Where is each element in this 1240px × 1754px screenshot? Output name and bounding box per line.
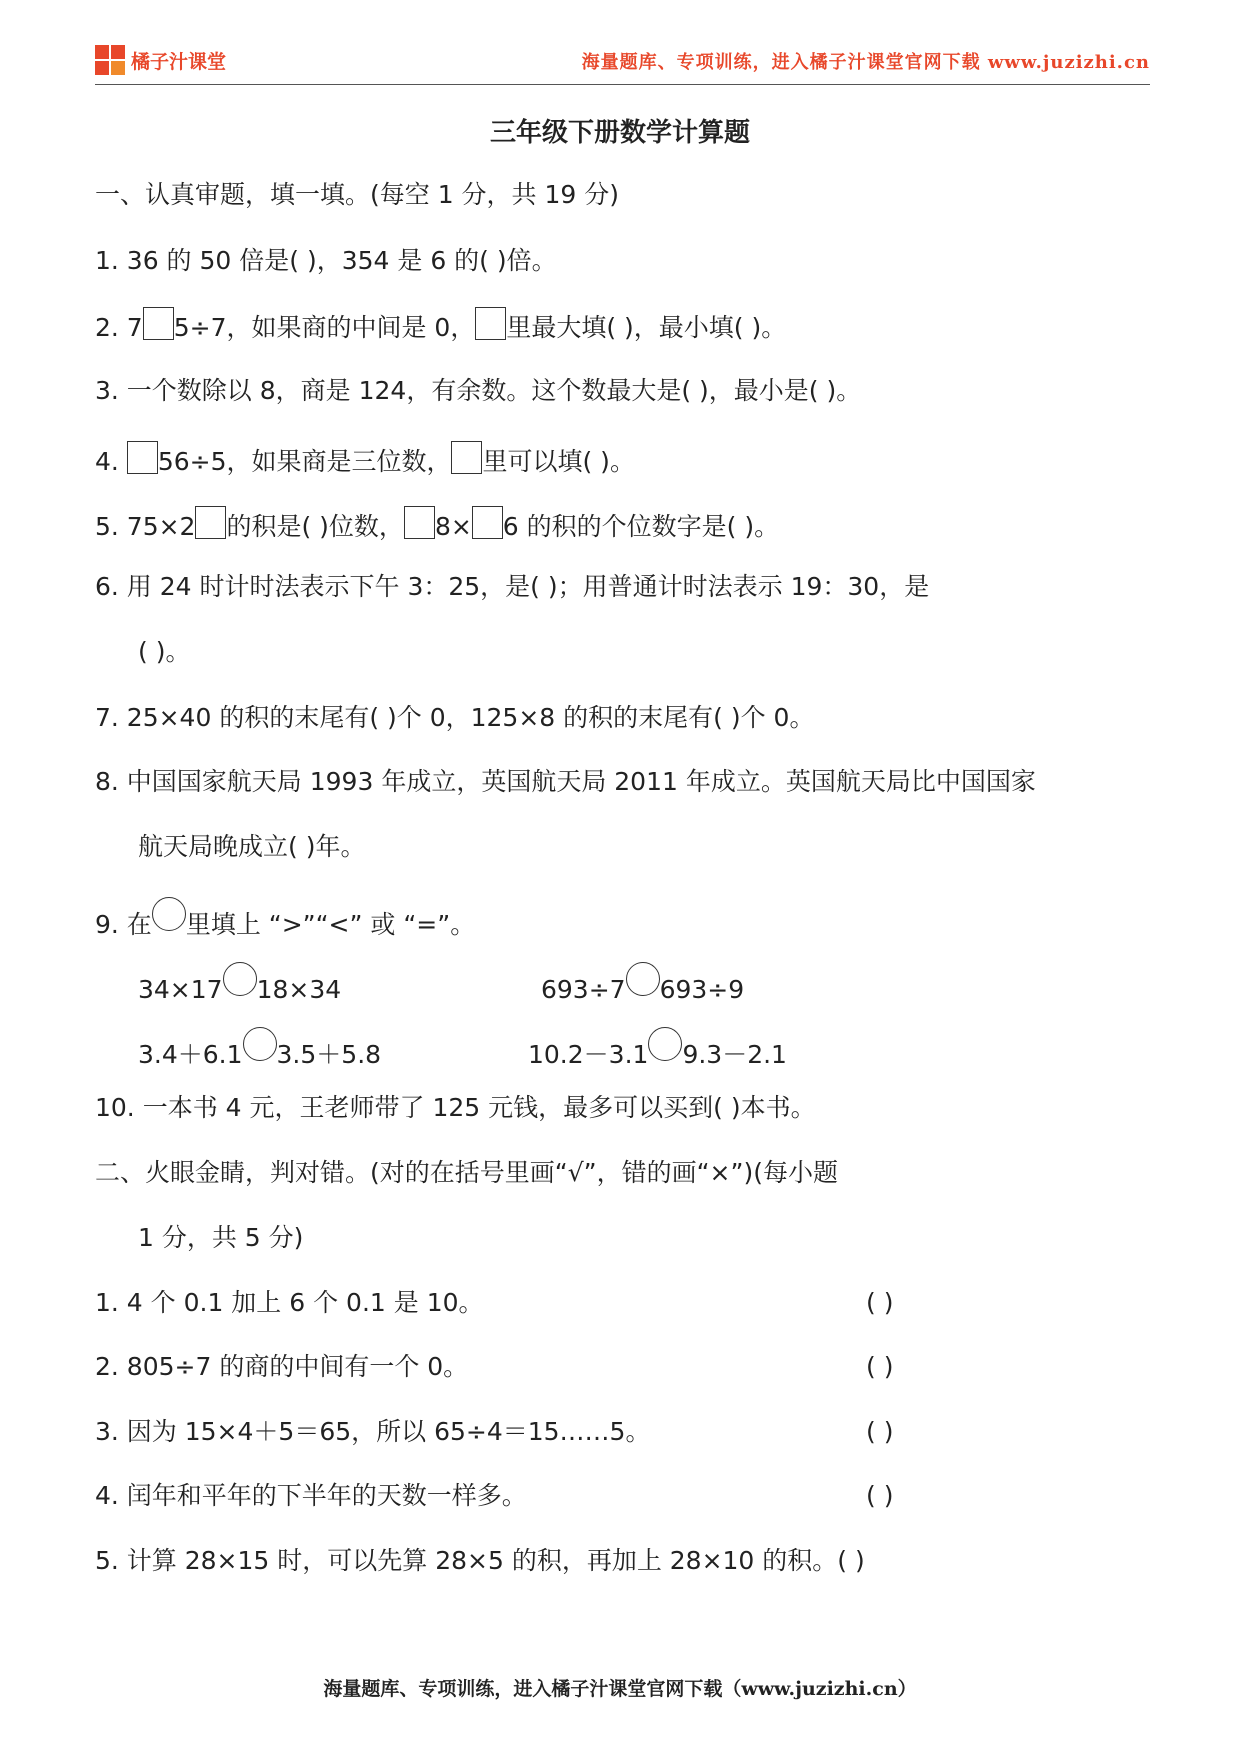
compare-left: 10.2－3.1 [528,1040,649,1069]
answer-box[interactable] [472,506,503,539]
question-8-line2: 航天局晚成立( )年。 [138,832,366,861]
judge-item-2: 2. 805÷7 的商的中间有一个 0。 [95,1352,469,1381]
question-10: 10. 一本书 4 元，王老师带了 125 元钱，最多可以买到( )本书。 [95,1093,816,1122]
header-slogan: 海量题库、专项训练，进入橘子汁课堂官网下载 www.juzizhi.cn [581,52,1150,73]
judge-item-5: 5. 计算 28×15 时，可以先算 28×5 的积，再加上 28×10 的积。( ) [95,1546,865,1575]
question-6-line2: ( )。 [138,637,191,666]
section1-heading: 一、认真审题，填一填。(每空 1 分，共 19 分) [95,180,620,209]
page-title: 三年级下册数学计算题 [489,118,750,148]
question-9 [95,897,475,940]
logo-icon [95,45,125,75]
compare-circle[interactable] [243,1027,277,1061]
compare-item [541,962,744,1005]
compare-circle[interactable] [626,962,660,996]
page-footer: 海量题库、专项训练，进入橘子汁课堂官网下载（www.juzizhi.cn） [323,1678,917,1700]
question-3: 3. 一个数除以 8，商是 124，有余数。这个数最大是( )，最小是( )。 [95,376,862,405]
q5-part-a: 5. 75×2 [95,512,196,541]
judge-answer-paren[interactable]: ( ) [866,1481,894,1510]
answer-box[interactable] [475,307,506,340]
compare-circle[interactable] [648,1027,682,1061]
q4-part-b: 56÷5，如果商是三位数， [157,447,452,476]
compare-item [528,1027,787,1070]
question-7: 7. 25×40 的积的末尾有( )个 0，125×8 的积的末尾有( )个 0。 [95,703,815,732]
answer-box[interactable] [451,441,482,474]
compare-right: 18×34 [256,975,342,1004]
section2-heading-line1: 二、火眼金睛，判对错。(对的在括号里画“√”，错的画“×”)(每小题 [95,1158,838,1187]
compare-left: 34×17 [138,975,223,1004]
q4-part-c: 里可以填( )。 [482,447,635,476]
q9-part-a: 9. 在 [95,910,152,939]
logo [95,45,226,75]
logo-text: 橘子汁课堂 [131,50,227,73]
question-1: 1. 36 的 50 倍是( )，354 是 6 的( )倍。 [95,246,557,275]
compare-left: 693÷7 [541,975,626,1004]
question-6-line1: 6. 用 24 时计时法表示下午 3：25，是( )；用普通计时法表示 19：30，是 [95,572,930,601]
question-8-line1: 8. 中国国家航天局 1993 年成立，英国航天局 2011 年成立。英国航天局比中国国家 [95,767,1036,796]
judge-item-1: 1. 4 个 0.1 加上 6 个 0.1 是 10。 [95,1288,484,1317]
q5-part-b: 的积是( )位数， [226,512,404,541]
compare-item [138,962,341,1005]
answer-box[interactable] [404,506,435,539]
question-4 [95,441,635,477]
compare-circle[interactable] [223,962,257,996]
compare-right: 3.5＋5.8 [276,1040,382,1069]
section2-heading-line2: 1 分，共 5 分) [138,1223,304,1252]
compare-left: 3.4＋6.1 [138,1040,243,1069]
judge-item-3: 3. 因为 15×4＋5＝65，所以 65÷4＝15……5。 [95,1417,651,1446]
answer-box[interactable] [195,506,226,539]
answer-box[interactable] [143,307,174,340]
question-5 [95,506,779,542]
q2-part-a: 2. 7 [95,313,143,342]
q4-part-a: 4. [95,447,127,476]
q5-part-d: 6 的积的个位数字是( )。 [502,512,780,541]
q9-part-b: 里填上 “>”“<” 或 “=”。 [185,910,476,939]
q2-part-b: 5÷7，如果商的中间是 0， [173,313,476,342]
q2-part-c: 里最大填( )，最小填( )。 [506,313,787,342]
answer-box[interactable] [127,441,158,474]
judge-answer-paren[interactable]: ( ) [866,1288,894,1317]
compare-item [138,1027,381,1070]
compare-right: 693÷9 [659,975,745,1004]
judge-item-4: 4. 闰年和平年的下半年的天数一样多。 [95,1481,527,1510]
q5-part-c: 8× [434,512,472,541]
compare-right: 9.3－2.1 [682,1040,787,1069]
compare-circle[interactable] [152,897,186,931]
judge-answer-paren[interactable]: ( ) [866,1417,894,1446]
judge-answer-paren[interactable]: ( ) [866,1352,894,1381]
question-2 [95,307,786,343]
page-header [95,40,1150,85]
